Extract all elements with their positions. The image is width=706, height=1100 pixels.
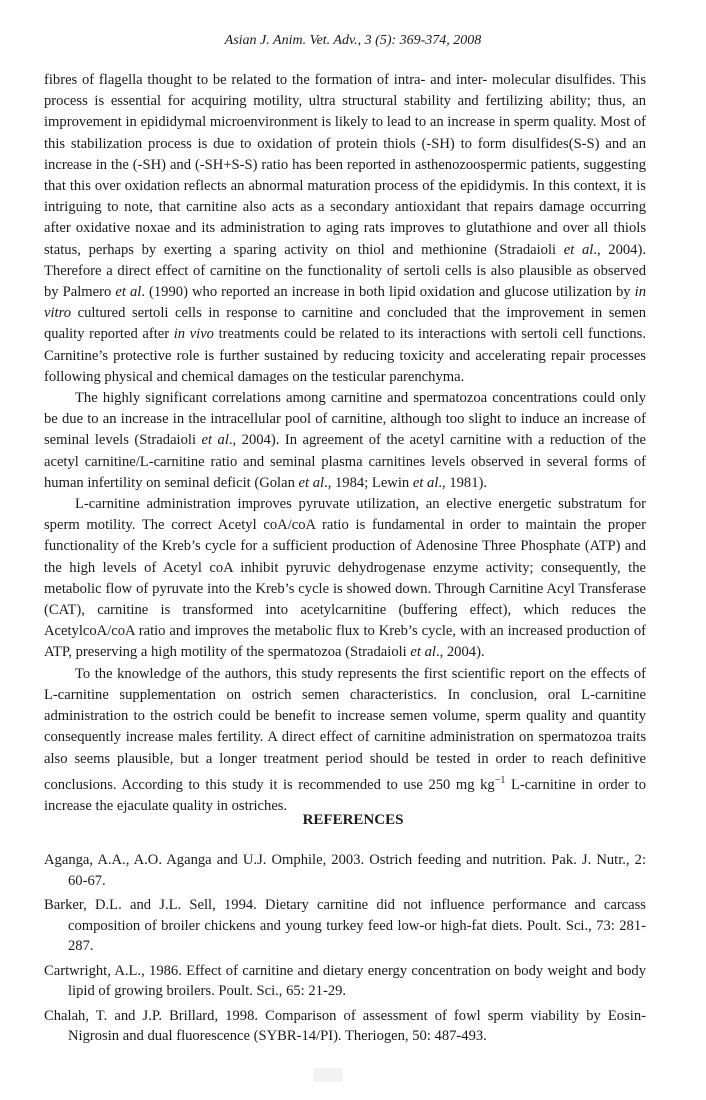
paragraph-4: To the knowledge of the authors, this study represents the first scientific report on the effects of L-carnitine supplementation on ostrich semen characteristics. In conclusion, oral L-carnitine administration to the ostrich could be benefit to increase semen volume, sperm quality and quantity consequently increase males fertility. A direct effect of carnitine administration on spermatozoa traits also seems plausible, but a longer treatment period should be tested in order to reach definitive conclusions. According to this study it is recommended to use 250 mg $kg^{-1}$ L-carnitine in order to increase the ejaculate quality in ostriches. <box>44 665 646 814</box>
reference-item: Barker, D.L. and J.L. Sell, 1994. Dietary carnitine did not influence performance and carcass composition of broiler chickens and young turkey feed low-or high-fat diets. Poult. Sci., 73: 281-287. <box>44 897 646 954</box>
reference-item: Aganga, A.A., A.O. Aganga and U.J. Omphile, 2003. Ostrich feeding and nutrition. Pak. J. Nutr., 2: 60-67. <box>44 852 646 889</box>
paragraph-1: fibres of flagella thought to be related to the formation of intra- and inter- molecular disulfides. This process is essential for acquiring motility, ultra structural stability and fertilizing ability; thus, an improvement in epididymal microenvironment is likely to lead to an increase in sperm quality. Most of this stabilization process is due to oxidation of protein thiols (-SH) to form disulfides(S-S) and an increase in the (-SH) and (-SH+S-S) ratio has been reported in asthenozoospermic patients, suggesting that this over oxidation reflects an abnormal maturation process of the epididymis. In this context, it is intriguing to note, that carnitine also acts as a secondary antioxidant that repairs damage occurring after oxidative noxae and its administration to aging rats improves to glutathione and over all thiols status, perhaps by exerting a sparing activity on thiol and methionine (Stradaioli et al., 2004). Therefore a direct effect of carnitine on the functionality of sertoli cells is also plausible as observed by Palmero et al. (1990) who reported an increase in both lipid oxidation and glucose utilization by in vitro cultured sertoli cells in response to carnitine and concluded that the improvement in semen quality reported after in vivo treatments could be related to its interactions with sertoli cell functions. Carnitine’s protective role is further sustained by reducing toxicity and accelerating repair processes following physical and chemical damages on the testicular parenchyma. <box>44 72 646 385</box>
paragraph-3: L-carnitine administration improves pyruvate utilization, an elective energetic substratum for sperm motility. The correct Acetyl coA/coA ratio is fundamental in order to maintain the proper functionality of the Kreb’s cycle for a sufficient production of Adenosine Three Phosphate (ATP) and the high levels of Acetyl coA inhibit pyruvic dehydrogenase enzyme activity; consequently, the metabolic flow of pyruvate into the Kreb’s cycle is showed down. Through Carnitine Acyl Transferase (CAT), carnitine is transformed into acetylcarnitine (buffering effect), which reduces the AcetylcoA/coA ratio and improves the metabolic flux to Kreb’s cycle, with an increased production of ATP, preserving a high motility of the spermatozoa (Stradaioli et al., 2004). <box>44 496 646 661</box>
running-header: Asian J. Anim. Vet. Adv., 3 (5): 369-374, 2008 <box>224 33 482 48</box>
article-body <box>44 70 646 817</box>
reference-item: Cartwright, A.L., 1986. Effect of carnitine and dietary energy concentration on body weight and body lipid of growing broilers. Poult. Sci., 65: 21-29. <box>44 962 646 999</box>
reference-item: Chalah, T. and J.P. Brillard, 1998. Comparison of assessment of fowl sperm viability by Eosin-Nigrosin and dual fluorescence (SYBR-14/PI). Theriogen, 50: 487-493. <box>44 1007 646 1044</box>
paragraph-2: The highly significant correlations among carnitine and spermatozoa concentrations could only be due to an increase in the intracellular pool of carnitine, although too slight to induce an increase of seminal levels (Stradaioli et al., 2004). In agreement of the acetyl carnitine with a reduction of the acetyl carnitine/L-carnitine ratio and seminal plasma carnitines levels observed in several forms of human infertility on seminal deficit (Golan et al., 1984; Lewin et al., 1981). <box>44 390 646 491</box>
references-heading: REFERENCES <box>302 812 404 828</box>
reference-list <box>44 850 646 1051</box>
page-number-mark <box>313 1068 343 1082</box>
